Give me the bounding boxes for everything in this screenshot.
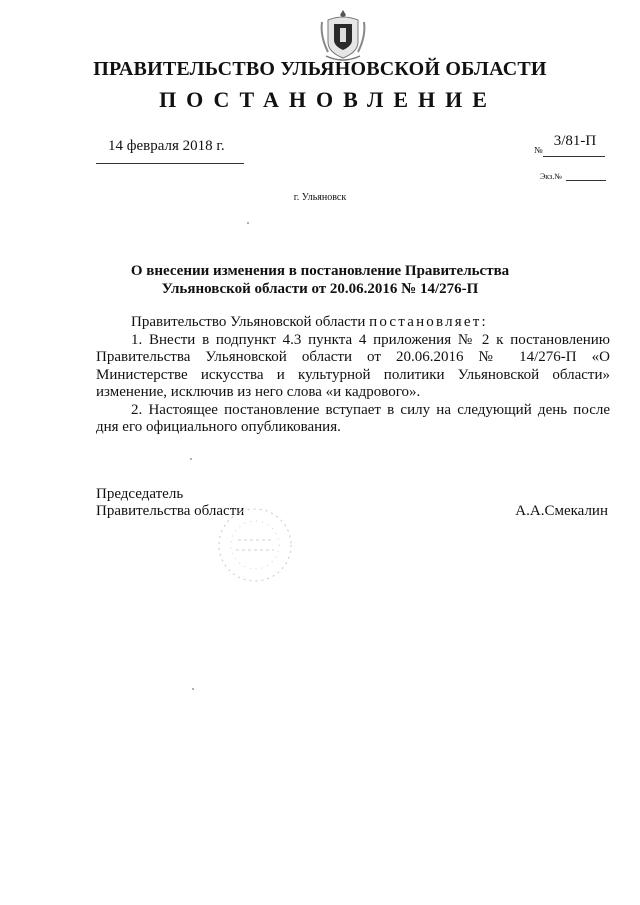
scan-speck	[247, 222, 249, 224]
signatory-name: А.А.Смекалин	[515, 503, 608, 519]
city: г. Ульяновск	[293, 192, 347, 203]
copy-number-label: Экз.№	[540, 172, 562, 181]
preamble-verb: постановляет:	[369, 314, 488, 330]
government-title: ПРАВИТЕЛЬСТВО УЛЬЯНОВСКОЙ ОБЛАСТИ	[93, 58, 547, 80]
signatory-title-line-1: Председатель	[96, 486, 184, 502]
copy-number-underline	[566, 180, 606, 181]
document-type: ПОСТАНОВЛЕНИЕ	[159, 87, 497, 112]
document-number: 3/81-П	[553, 133, 597, 149]
document-date: 14 февраля 2018 г.	[108, 138, 225, 154]
document-body	[96, 314, 610, 437]
scan-speck	[192, 688, 194, 690]
document-subject	[100, 262, 540, 298]
clause-1: 1. Внести в подпункт 4.3 пункта 4 приложения № 2 к постановлению Правительства Ульяновской области от 20.06.2016 № 14/276-П «О Министерстве искусства и культурной политики Ульяновской области» изменение, исключив из него слова «и кадрового».	[96, 331, 610, 400]
subject-line-2: Ульяновской области от 20.06.2016 № 14/276-П	[161, 281, 479, 297]
signatory-title-line-2: Правительства области	[96, 503, 245, 519]
subject-line-1: О внесении изменения в постановление Правительства	[130, 263, 510, 279]
number-underline	[543, 156, 605, 157]
preamble-prefix: Правительство Ульяновской области	[131, 314, 366, 330]
preamble	[96, 314, 610, 332]
faded-seal-stamp-icon	[210, 500, 300, 590]
date-underline	[96, 163, 244, 164]
number-sign: №	[534, 145, 543, 155]
clause-2: 2. Настоящее постановление вступает в силу на следующий день после дня его официального опубликования.	[96, 401, 610, 435]
ulyanovsk-coat-of-arms-icon	[318, 8, 368, 62]
scan-speck	[190, 458, 192, 460]
